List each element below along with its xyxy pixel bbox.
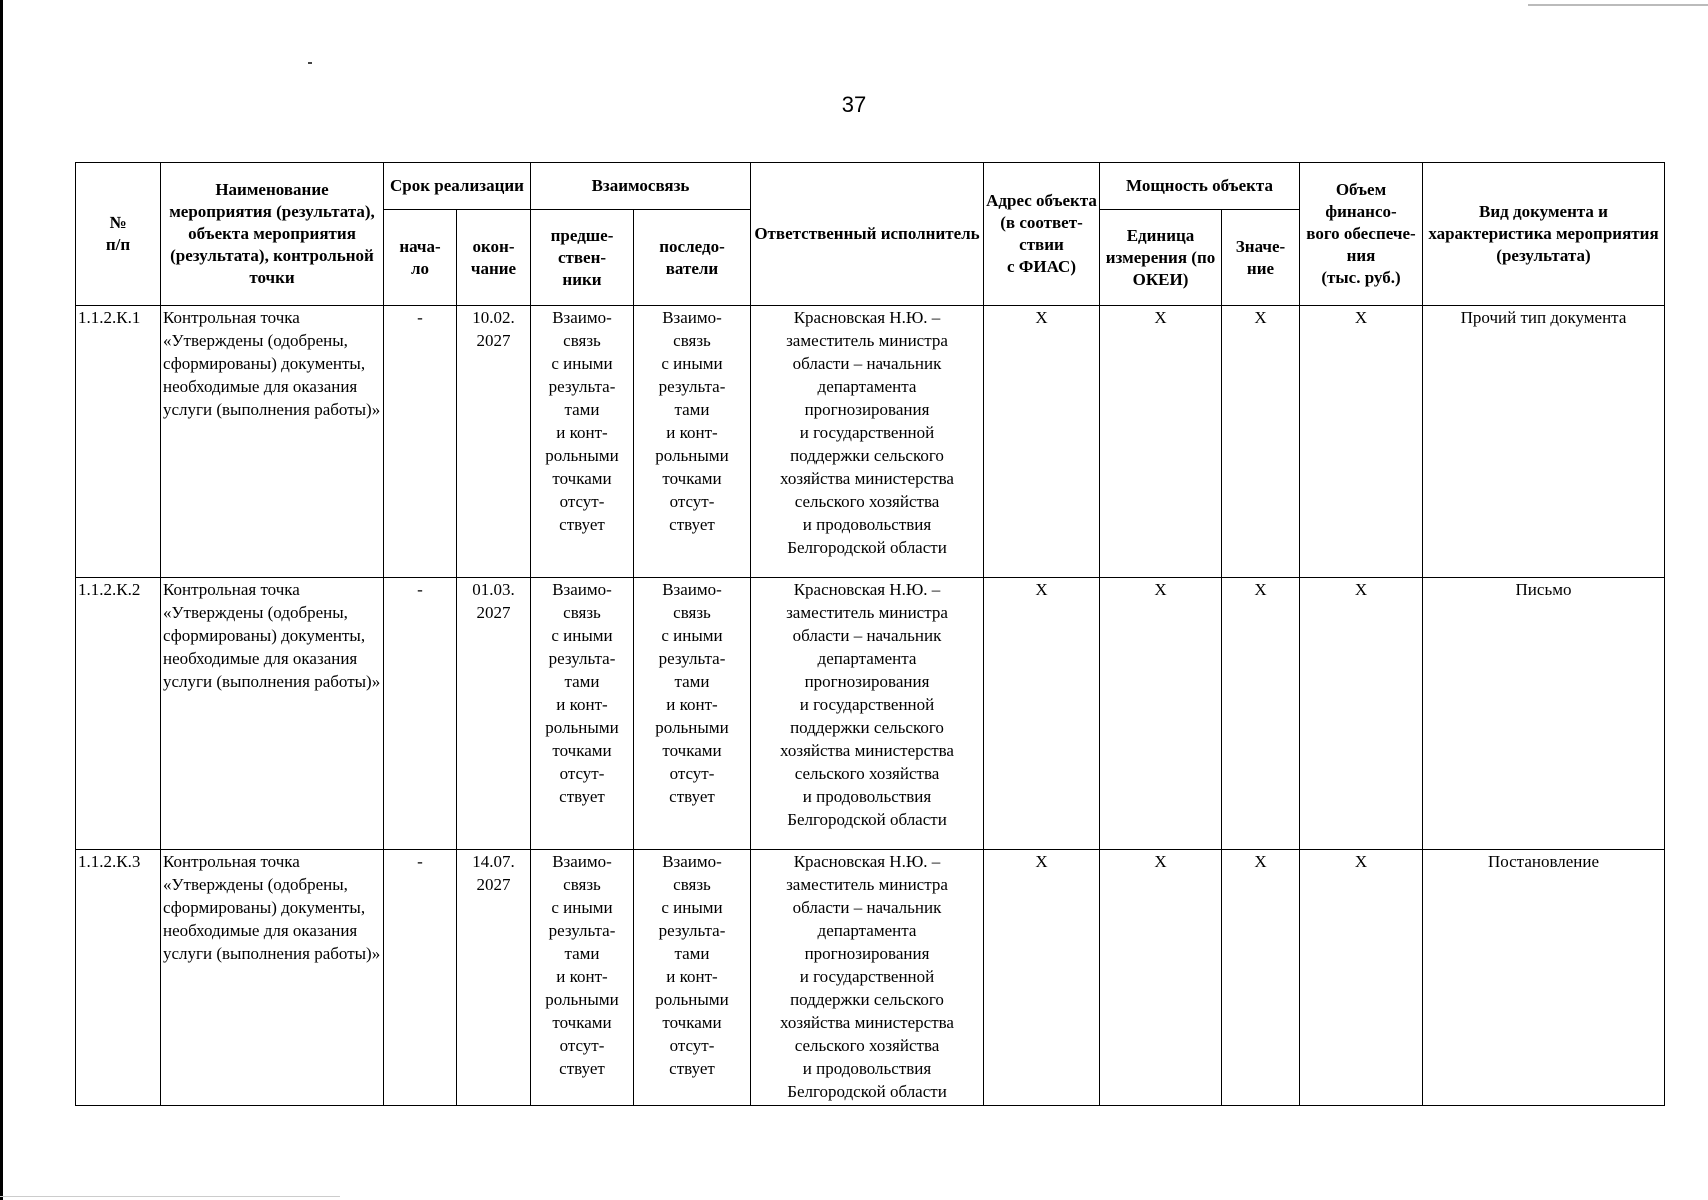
table-row (76, 850, 1665, 1106)
row-value: Х (1222, 306, 1300, 578)
row-responsible: Красновская Н.Ю. – заместитель министра области – начальник департамента прогнозирования и государственной поддержки сельского хозяйства министерства сельского хозяйства и продовольствия Белгородской области (751, 850, 984, 1106)
header-row-1 (76, 163, 1665, 210)
page-number: 37 (841, 92, 867, 117)
row-end: 01.03. 2027 (457, 578, 531, 850)
header-doc-type: Вид документа и характеристика мероприятия (результата) (1423, 163, 1665, 306)
row-address: Х (984, 306, 1100, 578)
header-link: Взаимосвязь (531, 163, 751, 210)
row-name: Контрольная точка «Утверждены (одобрены, сформированы) документы, необходимые для оказания услуги (выполнения работы)» (161, 306, 384, 578)
scan-mark-top (1528, 4, 1708, 6)
row-predecessors: Взаимо- связь с иными результа- тами и конт- рольными точками отсут- ствует (531, 850, 634, 1106)
row-successors: Взаимо- связь с иными результа- тами и конт- рольными точками отсут- ствует (634, 306, 751, 578)
row-successors: Взаимо- связь с иными результа- тами и конт- рольными точками отсут- ствует (634, 578, 751, 850)
row-number: 1.1.2.К.2 (76, 578, 161, 850)
row-address: Х (984, 578, 1100, 850)
row-unit: Х (1100, 306, 1222, 578)
row-successors: Взаимо- связь с иными результа- тами и конт- рольными точками отсут- ствует (634, 850, 751, 1106)
header-term-start: нача- ло (384, 210, 457, 306)
row-responsible: Красновская Н.Ю. – заместитель министра области – начальник департамента прогнозирования и государственной поддержки сельского хозяйства министерства сельского хозяйства и продовольствия Белгородской области (751, 578, 984, 850)
row-funding: Х (1300, 306, 1423, 578)
row-value: Х (1222, 578, 1300, 850)
header-link-prev: предше- ствен- ники (531, 210, 634, 306)
row-responsible: Красновская Н.Ю. – заместитель министра области – начальник департамента прогнозирования и государственной поддержки сельского хозяйства министерства сельского хозяйства и продовольствия Белгородской области (751, 306, 984, 578)
row-start: - (384, 850, 457, 1106)
row-predecessors: Взаимо- связь с иными результа- тами и конт- рольными точками отсут- ствует (531, 578, 634, 850)
row-number: 1.1.2.К.3 (76, 850, 161, 1106)
header-capacity-value: Значе- ние (1222, 210, 1300, 306)
row-end: 10.02. 2027 (457, 306, 531, 578)
header-responsible: Ответственный исполнитель (751, 163, 984, 306)
row-start: - (384, 578, 457, 850)
row-unit: Х (1100, 578, 1222, 850)
row-unit: Х (1100, 850, 1222, 1106)
header-num: № п/п (76, 163, 161, 306)
row-doc-type: Прочий тип документа (1423, 306, 1665, 578)
row-value: Х (1222, 850, 1300, 1106)
header-term: Срок реализации (384, 163, 531, 210)
header-funding: Объем финансо- вого обеспече- ния (тыс. руб.) (1300, 163, 1423, 306)
row-start: - (384, 306, 457, 578)
header-term-end: окон- чание (457, 210, 531, 306)
header-link-next: последо- ватели (634, 210, 751, 306)
row-name: Контрольная точка «Утверждены (одобрены, сформированы) документы, необходимые для оказания услуги (выполнения работы)» (161, 850, 384, 1106)
header-address: Адрес объекта (в соответ- ствии с ФИАС) (984, 163, 1100, 306)
row-predecessors: Взаимо- связь с иными результа- тами и конт- рольными точками отсут- ствует (531, 306, 634, 578)
header-capacity-unit: Единица измерения (по ОКЕИ) (1100, 210, 1222, 306)
row-end: 14.07. 2027 (457, 850, 531, 1106)
scan-speck (308, 62, 312, 64)
table-row (76, 306, 1665, 578)
plan-table (75, 162, 1665, 1106)
header-name: Наименование мероприятия (результата), объекта мероприятия (результата), контрольной точки (161, 163, 384, 306)
table-row (76, 578, 1665, 850)
row-doc-type: Постановление (1423, 850, 1665, 1106)
row-funding: Х (1300, 578, 1423, 850)
scan-left-edge (0, 0, 3, 1200)
row-number: 1.1.2.К.1 (76, 306, 161, 578)
row-doc-type: Письмо (1423, 578, 1665, 850)
row-address: Х (984, 850, 1100, 1106)
row-funding: Х (1300, 850, 1423, 1106)
header-capacity: Мощность объекта (1100, 163, 1300, 210)
scan-mark-bottom (0, 1196, 340, 1197)
row-name: Контрольная точка «Утверждены (одобрены, сформированы) документы, необходимые для оказания услуги (выполнения работы)» (161, 578, 384, 850)
